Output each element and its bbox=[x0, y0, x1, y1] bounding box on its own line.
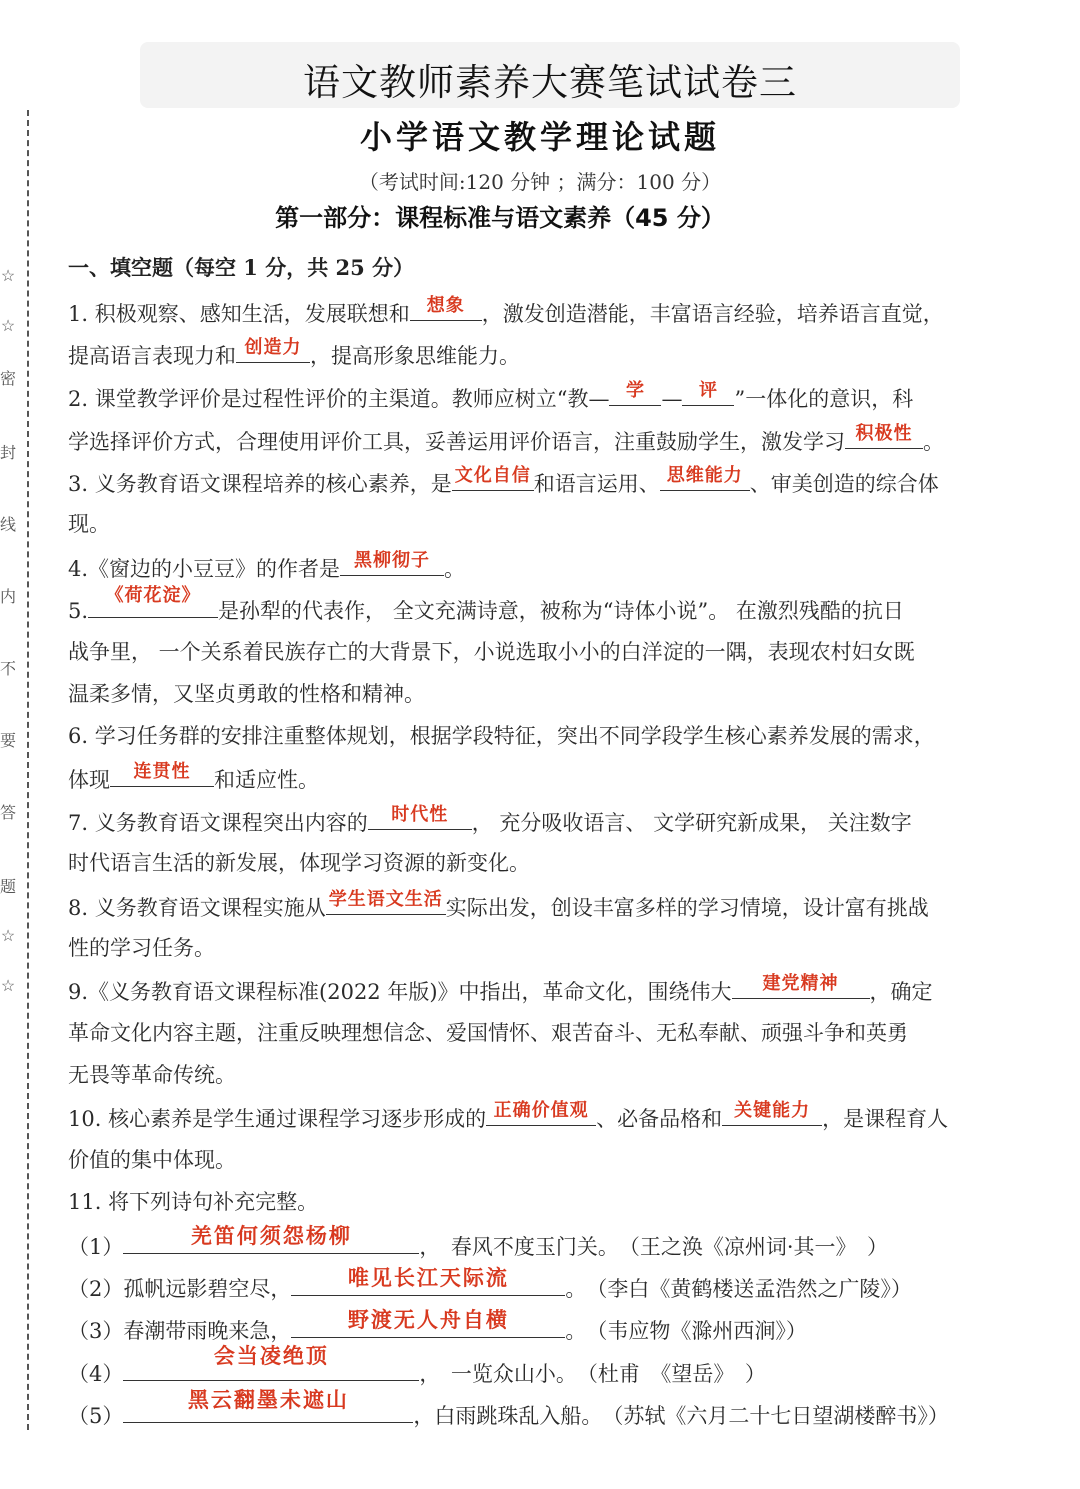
answer-blank bbox=[340, 551, 444, 576]
margin-mark: 线 bbox=[0, 515, 17, 534]
answer-text: 会当凌绝顶 bbox=[213, 1344, 329, 1368]
question-text: ， 一览众山小。 （杜甫 《望岳》 ） bbox=[419, 1362, 766, 1386]
question-text: 。 （李白《黄鹤楼送孟浩然之广陵》） bbox=[565, 1277, 912, 1301]
answer-text: 野渡无人舟自横 bbox=[347, 1308, 509, 1332]
question-text: 2. 课堂教学评价是过程性评价的主渠道。教师应树立“教— bbox=[68, 387, 610, 411]
answer-blank bbox=[682, 381, 734, 406]
answer-blank bbox=[326, 890, 446, 915]
answer-blank bbox=[660, 466, 750, 491]
answer-blank bbox=[88, 585, 218, 618]
question-text: 体现 bbox=[68, 768, 110, 792]
answer-blank bbox=[368, 805, 472, 830]
answer-text: 《荷花淀》 bbox=[105, 585, 201, 606]
answer-blank bbox=[410, 296, 482, 321]
question-text: ，激发创造潜能，丰富语言经验，培养语言直觉， bbox=[481, 302, 944, 326]
answer-blank bbox=[845, 424, 923, 449]
question-text: 9.《义务教育语文课程标准(2022 年版)》中指出，革命文化，围绕伟大 bbox=[68, 980, 732, 1004]
question-text: 。 bbox=[444, 557, 466, 581]
question-text: 提高语言表现力和 bbox=[68, 344, 236, 368]
question-8-line: 性的学习任务。 bbox=[68, 936, 215, 960]
answer-blank bbox=[123, 1388, 413, 1423]
question-9-line: 革命文化内容主题，注重反映理想信念、爱国情怀、艰苦奋斗、无私奉献、顽强斗争和英勇 bbox=[68, 1021, 908, 1045]
answer-text: 文化自信 bbox=[454, 465, 531, 486]
question-text: 7. 义务教育语文课程突出内容的 bbox=[68, 811, 368, 835]
question-text: 孤帆远影碧空尽， bbox=[123, 1277, 292, 1301]
question-text: — bbox=[661, 387, 683, 411]
margin-star-icon: ☆ bbox=[0, 976, 16, 995]
question-text: 、审美创造的综合体 bbox=[749, 472, 939, 496]
question-1-line bbox=[68, 296, 1008, 328]
question-text: ， 充分吸收语言、 文学研究新成果， 关注数字 bbox=[471, 811, 912, 835]
answer-text: 思维能力 bbox=[666, 465, 743, 486]
question-text: 10. 核心素养是学生通过课程学习逐步形成的 bbox=[68, 1107, 487, 1131]
question-text: ，是课程育人 bbox=[822, 1107, 949, 1131]
answer-text: 黑柳彻子 bbox=[354, 550, 431, 571]
question-text: ， 春风不度玉门关。 （王之涣《凉州词·其一》 ） bbox=[419, 1235, 889, 1259]
paper-subtitle: 小学语文教学理论试题 bbox=[359, 118, 720, 156]
answer-text: 想象 bbox=[426, 295, 465, 316]
question-text: 实际出发，创设丰富多样的学习情境，设计富有挑战 bbox=[445, 896, 929, 920]
answer-blank bbox=[110, 762, 214, 787]
question-text: 5. bbox=[68, 599, 89, 623]
answer-text: 学生语文生活 bbox=[328, 889, 443, 910]
seal-line bbox=[27, 110, 29, 1430]
poem-line-2 bbox=[68, 1266, 1008, 1303]
question-text: 是孙犁的代表作， 全文充满诗意，被称为“诗体小说”。 在激烈残酷的抗日 bbox=[218, 599, 904, 623]
question-text: ”一体化的意识，科 bbox=[734, 387, 914, 411]
margin-mark: 封 bbox=[0, 443, 17, 462]
item-number: （3） bbox=[68, 1319, 124, 1343]
answer-text: 正确价值观 bbox=[493, 1100, 589, 1121]
item-number: （4） bbox=[68, 1362, 124, 1386]
question-text: 。 （韦应物《滁州西涧》） bbox=[565, 1319, 807, 1343]
question-3-line: 现。 bbox=[68, 512, 110, 536]
question-6-line bbox=[68, 762, 1008, 794]
margin-star-icon: ☆ bbox=[0, 266, 16, 285]
answer-text: 学 bbox=[625, 380, 645, 401]
answer-text: 建党精神 bbox=[762, 973, 839, 994]
answer-text: 创造力 bbox=[244, 337, 302, 358]
answer-blank bbox=[609, 381, 661, 406]
answer-blank bbox=[236, 338, 310, 363]
question-text: 4.《窗边的小豆豆》的作者是 bbox=[68, 557, 341, 581]
question-6-line: 6. 学习任务群的安排注重整体规划，根据学段特征，突出不同学段学生核心素养发展的需求， bbox=[68, 724, 935, 748]
margin-mark: 密 bbox=[0, 369, 17, 388]
question-text: 、必备品格和 bbox=[596, 1107, 723, 1131]
answer-text: 黑云翻墨未遮山 bbox=[187, 1388, 349, 1412]
answer-text: 积极性 bbox=[855, 423, 913, 444]
question-8-line bbox=[68, 890, 1008, 922]
answer-text: 关键能力 bbox=[734, 1100, 811, 1121]
question-7-line bbox=[68, 805, 1008, 837]
margin-star-icon: ☆ bbox=[0, 926, 16, 945]
answer-blank bbox=[452, 466, 534, 491]
question-text: 1. 积极观察、感知生活，发展联想和 bbox=[68, 302, 410, 326]
answer-text: 评 bbox=[698, 380, 718, 401]
margin-mark: 要 bbox=[0, 731, 17, 750]
answer-text: 羌笛何须怨杨柳 bbox=[190, 1224, 352, 1248]
question-text: 学选择评价方式，合理使用评价工具，妥善运用评价语言，注重鼓励学生，激发学习 bbox=[68, 430, 845, 454]
answer-text: 时代性 bbox=[391, 804, 449, 825]
question-text: ，白雨跳珠乱入船。 （苏轼《六月二十七日望湖楼醉书》） bbox=[413, 1404, 949, 1428]
question-5-line bbox=[68, 585, 1008, 625]
question-4-line bbox=[68, 551, 1008, 583]
question-10-line bbox=[68, 1101, 1008, 1133]
question-10-line: 价值的集中体现。 bbox=[68, 1148, 236, 1172]
question-text: 8. 义务教育语文课程实施从 bbox=[68, 896, 326, 920]
page-title: 语文教师素养大赛笔试试卷三 bbox=[303, 61, 797, 104]
answer-blank bbox=[291, 1308, 565, 1338]
question-text: 春潮带雨晚来急， bbox=[123, 1319, 292, 1343]
question-3-line bbox=[68, 466, 1008, 498]
answer-blank bbox=[291, 1266, 565, 1296]
answer-blank bbox=[732, 974, 870, 999]
question-9-line: 无畏等革命传统。 bbox=[68, 1063, 236, 1087]
question-9-line bbox=[68, 974, 1008, 1006]
section-title: 一、填空题（每空 1 分，共 25 分） bbox=[68, 255, 415, 280]
question-2-line bbox=[68, 381, 1008, 413]
answer-text: 连贯性 bbox=[133, 761, 191, 782]
question-text: 3. 义务教育语文课程培养的核心素养，是 bbox=[68, 472, 452, 496]
answer-text: 唯见长江天际流 bbox=[347, 1266, 509, 1290]
exam-info: （考试时间:120 分钟 ；满分：100 分） bbox=[358, 170, 722, 194]
question-text: ，确定 bbox=[869, 980, 933, 1004]
question-5-line: 温柔多情，又坚贞勇敢的性格和精神。 bbox=[68, 682, 425, 706]
question-text: 。 bbox=[923, 430, 944, 454]
part-title: 第一部分：课程标准与语文素养（45 分） bbox=[275, 204, 725, 232]
margin-mark: 不 bbox=[0, 659, 17, 678]
answer-blank bbox=[722, 1101, 822, 1126]
answer-blank bbox=[123, 1224, 419, 1254]
question-7-line: 时代语言生活的新发展，体现学习资源的新变化。 bbox=[68, 851, 530, 875]
poem-line-1 bbox=[68, 1224, 1008, 1261]
margin-mark: 答 bbox=[0, 803, 17, 822]
question-11-title: 11. 将下列诗句补充完整。 bbox=[68, 1190, 319, 1214]
question-text: 和语言运用、 bbox=[533, 472, 660, 496]
question-5-line: 战争里， 一个关系着民族存亡的大背景下，小说选取小小的白洋淀的一隅，表现农村妇女既 bbox=[68, 640, 915, 664]
margin-star-icon: ☆ bbox=[0, 316, 16, 335]
question-1-line bbox=[68, 338, 1008, 370]
answer-blank bbox=[123, 1344, 419, 1381]
margin-mark: 内 bbox=[0, 587, 17, 606]
answer-blank bbox=[486, 1101, 596, 1126]
poem-line-5 bbox=[68, 1388, 1008, 1430]
margin-mark: 题 bbox=[0, 877, 17, 896]
item-number: （5） bbox=[68, 1404, 124, 1428]
question-text: ，提高形象思维能力。 bbox=[310, 344, 520, 368]
item-number: （1） bbox=[68, 1235, 124, 1259]
item-number: （2） bbox=[68, 1277, 124, 1301]
question-text: 和适应性。 bbox=[214, 768, 319, 792]
question-2-line bbox=[68, 424, 1008, 456]
